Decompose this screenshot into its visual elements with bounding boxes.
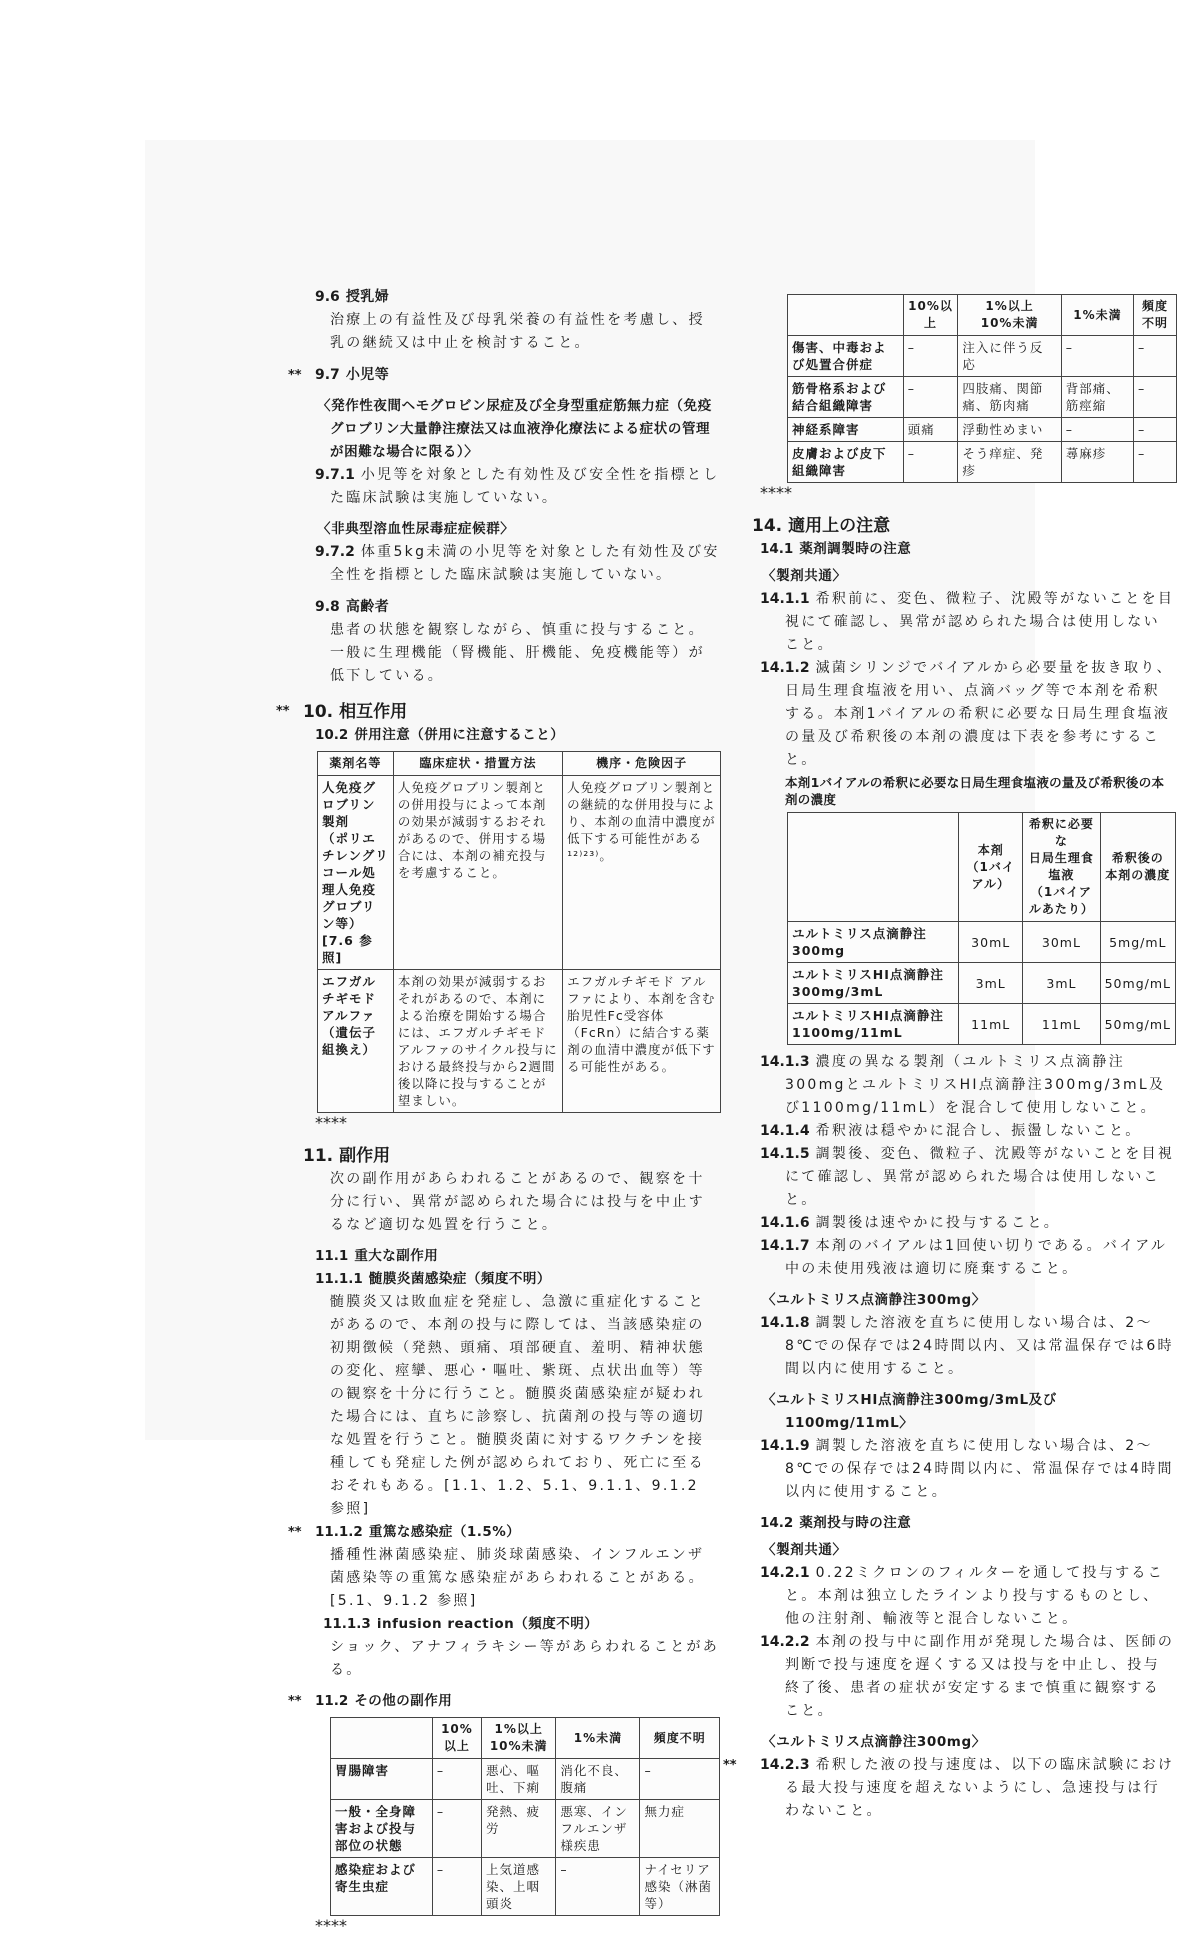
section-number: 11.1.3 xyxy=(323,1616,371,1632)
table-row xyxy=(788,1004,1176,1045)
section-text: 濃度の異なる製剤（ユルトミリス点滴静注300mgとユルトミリスHI点滴静注300mg/3mL及び1100mg/11mL）を混合して使用しないこと。 xyxy=(785,1054,1166,1116)
body-paragraph xyxy=(315,1544,720,1613)
table-cell: 消化不良、腹痛 xyxy=(556,1759,640,1800)
table-cell: 人免疫グロブリン製剤との継続的な併用投与により、本剤の血清中濃度が低下する可能性がある¹²⁾²³⁾。 xyxy=(563,776,721,970)
condition-label xyxy=(760,1389,1175,1435)
section-number: 14.2.1 xyxy=(760,1565,810,1581)
section-text: 調製後は速やかに投与すること。 xyxy=(815,1215,1061,1231)
section-text: 授乳婦 xyxy=(345,289,390,305)
section-number: 9.7 xyxy=(315,367,340,383)
body-paragraph xyxy=(315,1291,720,1521)
table-cell: 無力症 xyxy=(640,1800,720,1858)
table-cell: 上気道感染、上咽頭炎 xyxy=(482,1858,556,1916)
body-paragraph xyxy=(315,1168,720,1237)
table-cell: ユルトミリス点滴静注300mg xyxy=(788,922,959,963)
table-header-row xyxy=(788,295,1177,336)
section-heading xyxy=(276,700,720,724)
table-row xyxy=(331,1800,720,1858)
section-number: 11. xyxy=(303,1146,334,1166)
section-number: 14.1 xyxy=(760,541,794,557)
section-text: その他の副作用 xyxy=(354,1693,453,1709)
section-text: 治療上の有益性及び母乳栄養の有益性を考慮し、授乳の継続又は中止を検討すること。 xyxy=(330,312,705,351)
section-text: 〈製剤共通〉 xyxy=(762,1542,847,1558)
table-header-row xyxy=(318,752,721,776)
table-cell: 神経系障害 xyxy=(788,418,904,442)
section-number: 10.2 xyxy=(315,727,349,743)
section-number: 11.1 xyxy=(315,1248,349,1264)
section-text: 重大な副作用 xyxy=(354,1248,439,1264)
table-row xyxy=(788,963,1176,1004)
table-cell: – xyxy=(903,442,958,483)
body-paragraph xyxy=(315,1636,720,1682)
table-cell: – xyxy=(432,1800,481,1858)
condition-label xyxy=(315,395,720,464)
data-table xyxy=(317,751,721,1113)
table-cell: ユルトミリスHI点滴静注300mg/3mL xyxy=(788,963,959,1004)
table-cell: 筋骨格系および結合組織障害 xyxy=(788,377,904,418)
table-cell: – xyxy=(432,1858,481,1916)
section-text: 希釈前に、変色、微粒子、沈殿等がないことを目視にて確認し、異常が認められた場合は使用しないこと。 xyxy=(785,591,1175,653)
subsection-heading xyxy=(315,1613,720,1636)
section-text: 副作用 xyxy=(339,1146,391,1166)
section-number: 11.2 xyxy=(315,1693,349,1709)
section-text: 薬剤投与時の注意 xyxy=(799,1515,912,1531)
revision-mark: ** xyxy=(331,1916,347,1935)
section-text: 適用上の注意 xyxy=(788,516,891,536)
section-heading xyxy=(303,1144,720,1168)
table-row xyxy=(788,442,1177,483)
section-text: 次の副作用があらわれることがあるので、観察を十分に行い、異常が認められた場合には投与を中止するなど適切な処置を行うこと。 xyxy=(330,1171,705,1233)
section-text: 調製後、変色、微粒子、沈殿等がないことを目視にて確認し、異常が認められた場合は使用しないこと。 xyxy=(785,1146,1175,1208)
revision-mark: ** xyxy=(315,1916,331,1935)
revision-mark: ** xyxy=(315,1113,331,1132)
subsection-heading xyxy=(315,596,720,619)
table-row xyxy=(318,776,721,970)
table-cell: – xyxy=(1061,336,1133,377)
section-number: 14.1.5 xyxy=(760,1146,810,1162)
section-number: 14.1.2 xyxy=(760,660,810,676)
table-header-cell: 10%以上 xyxy=(432,1718,481,1759)
numbered-item xyxy=(315,464,720,510)
table-cell: 人免疫グロブリン製剤との併用投与によって本剤の効果が減弱するおそれがあるので、併用する場合には、本剤の補充投与を考慮すること。 xyxy=(393,776,562,970)
subsection-heading xyxy=(315,1268,720,1291)
data-table xyxy=(330,1717,720,1916)
section-number: 11.1.1 xyxy=(315,1271,363,1287)
numbered-item xyxy=(760,1562,1175,1631)
data-table xyxy=(787,812,1176,1045)
subsection-heading xyxy=(288,364,720,387)
numbered-item xyxy=(760,1120,1175,1143)
table-cell: – xyxy=(1134,442,1177,483)
section-number: 14.1.1 xyxy=(760,591,810,607)
numbered-item xyxy=(760,1051,1175,1120)
table-header-cell: 1%以上 10%未満 xyxy=(482,1718,556,1759)
table-cell: 一般・全身障害および投与部位の状態 xyxy=(331,1800,433,1858)
section-text: 希釈液は穏やかに混合し、振盪しないこと。 xyxy=(815,1123,1142,1139)
subsection-heading xyxy=(760,538,1175,561)
section-text: 相互作用 xyxy=(339,702,408,722)
table-cell: 注入に伴う反応 xyxy=(958,336,1061,377)
section-text: 小児等 xyxy=(345,367,390,383)
numbered-item xyxy=(760,657,1175,772)
table-cell: 感染症および寄生虫症 xyxy=(331,1858,433,1916)
condition-label xyxy=(760,1731,1175,1754)
numbered-item xyxy=(315,541,720,587)
table-header-cell: 希釈後の 本剤の濃度 xyxy=(1100,813,1175,922)
section-heading xyxy=(752,514,1175,538)
table-header-row xyxy=(331,1718,720,1759)
section-text: 高齢者 xyxy=(345,599,390,615)
table-container xyxy=(760,812,1175,1045)
numbered-item xyxy=(760,1435,1175,1504)
section-number: 14.2 xyxy=(760,1515,794,1531)
table-cell: エフガルチギモド アルファ（遺伝子組換え） xyxy=(318,970,394,1113)
table-cell: 傷害、中毒および処置合併症 xyxy=(788,336,904,377)
section-number: 14.1.3 xyxy=(760,1054,810,1070)
section-number: 14.1.9 xyxy=(760,1438,810,1454)
table-row xyxy=(788,336,1177,377)
table-cell: 50mg/mL xyxy=(1100,963,1175,1004)
table-row xyxy=(788,418,1177,442)
subsection-heading xyxy=(315,724,720,747)
table-header-cell xyxy=(788,813,959,922)
table-cell: 悪寒、インフルエンザ様疾患 xyxy=(556,1800,640,1858)
section-number: 14.1.6 xyxy=(760,1215,810,1231)
subsection-heading xyxy=(315,286,720,309)
section-text: 調製した溶液を直ちに使用しない場合は、2～8℃での保存では24時間以内、又は常温保存では6時間以内に使用すること。 xyxy=(785,1315,1174,1377)
table-header-cell: 本剤 （1バイアル） xyxy=(959,813,1023,922)
table-cell: ナイセリア感染（淋菌等） xyxy=(640,1858,720,1916)
section-text: 〈ユルトミリスHI点滴静注300mg/3mL及び1100mg/11mL〉 xyxy=(762,1392,1057,1431)
condition-label xyxy=(760,565,1175,588)
revision-mark: ** xyxy=(288,368,302,383)
table-container xyxy=(315,751,720,1132)
section-text: 髄膜炎菌感染症（頻度不明） xyxy=(368,1271,551,1287)
table-cell: エフガルチギモド アルファにより、本剤を含む胎児性Fc受容体（FcRn）に結合する薬剤の血清中濃度が低下する可能性がある。 xyxy=(563,970,721,1113)
table-caption xyxy=(760,774,1175,808)
section-text: 本剤のバイアルは1回使い切りである。バイアル中の未使用残液は適切に廃棄すること。 xyxy=(785,1238,1168,1277)
table-cell: 蕁麻疹 xyxy=(1061,442,1133,483)
table-cell: – xyxy=(1134,377,1177,418)
section-text: 小児等を対象とした有効性及び安全性を指標とした臨床試験は実施していない。 xyxy=(330,467,720,506)
table-cell: – xyxy=(556,1858,640,1916)
table-header-cell xyxy=(331,1718,433,1759)
section-text: 薬剤調製時の注意 xyxy=(799,541,912,557)
table-container xyxy=(315,1717,720,1935)
table-header-cell: 希釈に必要な 日局生理食塩液 （1バイアルあたり） xyxy=(1023,813,1100,922)
table-cell: 5mg/mL xyxy=(1100,922,1175,963)
table-row xyxy=(318,970,721,1113)
table-cell: 30mL xyxy=(1023,922,1100,963)
table-row xyxy=(331,1858,720,1916)
section-number: 14. xyxy=(752,516,783,536)
table-cell: 背部痛、筋痙縮 xyxy=(1061,377,1133,418)
table-header-cell: 1%以上 10%未満 xyxy=(958,295,1061,336)
section-number: 14.2.2 xyxy=(760,1634,810,1650)
numbered-item xyxy=(760,1143,1175,1212)
table-cell: – xyxy=(903,377,958,418)
section-number: 9.7.1 xyxy=(315,467,355,483)
subsection-heading xyxy=(288,1690,720,1713)
numbered-item xyxy=(760,1312,1175,1381)
table-cell: 発熱、疲労 xyxy=(482,1800,556,1858)
section-number: 9.7.2 xyxy=(315,544,355,560)
section-text: 〈製剤共通〉 xyxy=(762,568,847,584)
table-cell: 3mL xyxy=(959,963,1023,1004)
table-cell: – xyxy=(1061,418,1133,442)
table-header-cell xyxy=(788,295,904,336)
revision-mark: ** xyxy=(288,1694,302,1709)
table-header-cell: 臨床症状・措置方法 xyxy=(393,752,562,776)
table-container xyxy=(760,294,1175,502)
table-cell: – xyxy=(432,1759,481,1800)
numbered-item xyxy=(760,1235,1175,1281)
section-number: 14.2.3 xyxy=(760,1757,810,1773)
section-number: 10. xyxy=(303,702,334,722)
revision-mark: ** xyxy=(288,1525,302,1540)
section-text: 〈ユルトミリス点滴静注300mg〉 xyxy=(762,1292,986,1308)
section-text: 0.22ミクロンのフィルターを通して投与すること。本剤は独立したラインより投与するものとし、他の注射剤、輸液等と混合しないこと。 xyxy=(785,1565,1164,1627)
condition-label xyxy=(760,1289,1175,1312)
table-cell: 30mL xyxy=(959,922,1023,963)
table-cell: 胃腸障害 xyxy=(331,1759,433,1800)
section-number: 9.8 xyxy=(315,599,340,615)
table-cell: – xyxy=(903,336,958,377)
body-paragraph xyxy=(315,619,720,688)
section-text: 併用注意（併用に注意すること） xyxy=(354,727,565,743)
table-cell: 浮動性めまい xyxy=(958,418,1061,442)
numbered-item xyxy=(760,588,1175,657)
table-header-cell: 頻度不明 xyxy=(1134,295,1177,336)
numbered-item xyxy=(760,1212,1175,1235)
table-header-cell: 薬剤名等 xyxy=(318,752,394,776)
condition-label xyxy=(315,518,720,541)
section-text: 本剤の投与中に副作用が発現した場合は、医師の判断で投与速度を遅くする又は投与を中止し、投与終了後、患者の症状が安定するまで慎重に観察すること。 xyxy=(785,1634,1175,1719)
section-text: ショック、アナフィラキシー等があらわれることがある。 xyxy=(330,1639,720,1678)
table-row xyxy=(788,377,1177,418)
table-cell: 3mL xyxy=(1023,963,1100,1004)
table-cell: 頭痛 xyxy=(903,418,958,442)
subsection-heading xyxy=(760,1512,1175,1535)
table-cell: 本剤の効果が減弱するおそれがあるので、本剤による治療を開始する場合には、エフガルチギモド アルファのサイクル投与における最終投与から2週間後以降に投与することが望ましい。 xyxy=(393,970,562,1113)
section-text: 滅菌シリンジでバイアルから必要量を抜き取り、日局生理食塩液を用い、点滴バッグ等で本剤を希釈する。本剤1バイアルの希釈に必要な日局生理食塩液の量及び希釈後の本剤の濃度は下表を参考にすること。 xyxy=(785,660,1173,768)
table-cell: – xyxy=(1134,336,1177,377)
section-number: 9.6 xyxy=(315,289,340,305)
table-header-cell: 1%未満 xyxy=(556,1718,640,1759)
table-cell: 四肢痛、関節痛、筋肉痛 xyxy=(958,377,1061,418)
table-cell: 悪心、嘔吐、下痢 xyxy=(482,1759,556,1800)
table-cell: – xyxy=(1134,418,1177,442)
body-paragraph xyxy=(315,309,720,355)
table-cell: ユルトミリスHI点滴静注1100mg/11mL xyxy=(788,1004,959,1045)
condition-label xyxy=(760,1539,1175,1562)
table-row xyxy=(331,1759,720,1800)
revision-mark: ** xyxy=(776,483,792,502)
section-number: 14.1.4 xyxy=(760,1123,810,1139)
numbered-item: ** 14.2.3 希釈した液の投与速度は、以下の臨床試験における最大投与速度を超えないようにし、急速投与は行わないこと。 xyxy=(723,1757,1175,1819)
table-cell: 50mg/mL xyxy=(1100,1004,1175,1045)
table-cell: 11mL xyxy=(1023,1004,1100,1045)
section-text: 調製した溶液を直ちに使用しない場合は、2～8℃での保存では24時間以内に、常温保存では4時間以内に使用すること。 xyxy=(785,1438,1174,1500)
section-number: 11.1.2 xyxy=(315,1524,363,1540)
table-row xyxy=(788,922,1176,963)
table-cell: 11mL xyxy=(959,1004,1023,1045)
section-number: 14.1.8 xyxy=(760,1315,810,1331)
revision-mark: ** xyxy=(276,704,290,719)
section-text: 重篤な感染症（1.5%） xyxy=(368,1524,521,1540)
table-cell: そう痒症、発疹 xyxy=(958,442,1061,483)
revision-mark: ** xyxy=(760,483,776,502)
document-page xyxy=(145,140,1175,1935)
section-text: 体重5kg未満の小児等を対象とした有効性及び安全性を指標とした臨床試験は実施していない。 xyxy=(330,544,720,583)
table-cell: 人免疫グロブリン製剤 （ポリエチレングリコール処理人免疫グロブリン等） [7.6 参照] xyxy=(318,776,394,970)
right-column xyxy=(723,290,1175,1823)
section-text: 本剤1バイアルの希釈に必要な日局生理食塩液の量及び希釈後の本剤の濃度 xyxy=(785,775,1165,807)
section-text: infusion reaction（頻度不明） xyxy=(376,1616,599,1632)
left-column xyxy=(276,286,720,1941)
section-text: 〈非典型溶血性尿毒症症候群〉 xyxy=(317,521,515,537)
data-table xyxy=(787,294,1177,483)
subsection-heading xyxy=(288,1521,720,1544)
table-cell: – xyxy=(640,1759,720,1800)
section-number: 14.1.7 xyxy=(760,1238,810,1254)
section-text: 希釈した液の投与速度は、以下の臨床試験における最大投与速度を超えないようにし、急速投与は行わないこと。 xyxy=(785,1757,1175,1819)
numbered-item xyxy=(760,1631,1175,1723)
table-header-row xyxy=(788,813,1176,922)
table-header-cell: 頻度不明 xyxy=(640,1718,720,1759)
subsection-heading xyxy=(315,1245,720,1268)
section-text: 患者の状態を観察しながら、慎重に投与すること。一般に生理機能（腎機能、肝機能、免疫機能等）が低下している。 xyxy=(330,622,705,684)
section-text: 播種性淋菌感染症、肺炎球菌感染、インフルエンザ菌感染等の重篤な感染症があらわれることがある。[5.1、9.1.2 参照] xyxy=(330,1547,705,1609)
section-text: 〈発作性夜間ヘモグロビン尿症及び全身型重症筋無力症（免疫グロブリン大量静注療法又は血液浄化療法による症状の管理が困難な場合に限る）〉 xyxy=(317,398,712,460)
table-header-cell: 機序・危険因子 xyxy=(563,752,721,776)
table-header-cell: 10%以上 xyxy=(903,295,958,336)
revision-mark: ** xyxy=(331,1113,347,1132)
section-text: 〈ユルトミリス点滴静注300mg〉 xyxy=(762,1734,986,1750)
table-cell: 皮膚および皮下組織障害 xyxy=(788,442,904,483)
section-text: 髄膜炎又は敗血症を発症し、急激に重症化することがあるので、本剤の投与に際しては、当該感染症の初期徴候（発熱、頭痛、項部硬直、羞明、精神状態の変化、痙攣、悪心・嘔吐、紫斑、点状出血等）等の観察を十分に行うこと。髄膜炎菌感染症が疑われた場合には、直ちに診察し、抗菌剤の投与等の適切な処置を行うこと。髄膜炎菌に対するワクチンを接種しても発症した例が認められており、死亡に至るおそれもある。[1.1、1.2、5.1、9.1.1、9.1.2 参照] xyxy=(330,1294,705,1517)
table-header-cell: 1%未満 xyxy=(1061,295,1133,336)
